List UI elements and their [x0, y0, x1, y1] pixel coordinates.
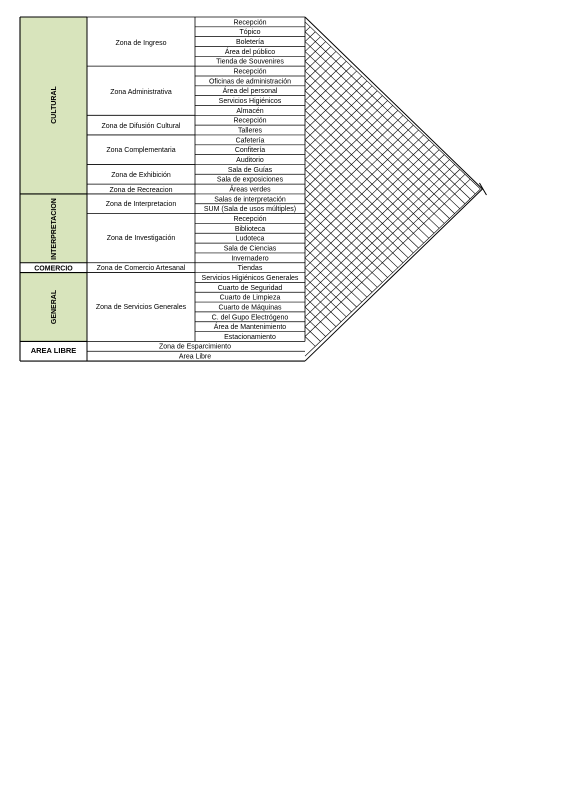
zone-label: Zona de Investigación: [106, 235, 176, 242]
relationship-matrix-diagonal-grid: [305, 17, 486, 361]
zone-label: Zona de Ingreso: [115, 40, 167, 47]
category-interpretacion: [51, 198, 58, 260]
space-label: Cafetería: [235, 137, 265, 145]
space-label: Almacén: [236, 107, 264, 115]
space-label: Salas de interpretación: [214, 196, 286, 204]
space-label: Tópico: [239, 29, 261, 37]
zone-label: Zona de Exhibición: [111, 172, 171, 179]
zone-label: Zona Administrativa: [110, 89, 172, 96]
zone-label: Zona de Comercio Artesanal: [96, 265, 186, 272]
space-label: Recepción: [233, 68, 267, 76]
space-label: Recepción: [233, 19, 267, 27]
category-comercio: [34, 266, 73, 273]
space-label: C. del Gupo Electrógeno: [211, 314, 289, 322]
zone-label: Zona de Interpretacion: [105, 201, 177, 208]
space-label: Confitería: [234, 147, 266, 155]
category-label-interpretacion: INTERPRETACION: [51, 198, 58, 260]
category-label-cultural: CULTURAL: [51, 86, 58, 124]
space-label: Talleres: [237, 127, 263, 135]
space-label: Cuarto de Máquinas: [218, 304, 282, 312]
category-area-libre: [31, 346, 77, 355]
space-label: Recepción: [233, 216, 267, 224]
space-label: Invernadero: [231, 255, 269, 263]
space-label: Área de Mantenimiento: [213, 324, 287, 332]
zone-label: Zona de Servicios Generales: [95, 304, 187, 311]
category-general: [51, 289, 58, 324]
space-label: Cuarto de Limpieza: [219, 294, 281, 302]
space-label: Oficinas de administración: [208, 78, 292, 86]
space-label: Tiendas: [237, 265, 263, 273]
space-label: Área del público: [224, 48, 276, 56]
zone-label: Area Libre: [178, 353, 212, 361]
space-label: Servicios Higiénicos: [218, 98, 282, 106]
category-cultural: [51, 85, 58, 123]
space-label: Tienda de Souvenires: [216, 58, 284, 66]
zone-label: Zona de Recreacion: [109, 187, 173, 194]
zone-label: Zona de Difusión Cultural: [101, 123, 181, 130]
category-label-area-libre: AREA LIBRE: [30, 346, 77, 355]
zone-label: Zona Complementaria: [106, 147, 176, 154]
space-label: Cuarto de Seguridad: [217, 284, 283, 292]
space-label: Sala de exposiciones: [216, 176, 284, 184]
space-label: Ludoteca: [235, 235, 265, 243]
space-label: Recepción: [233, 117, 267, 125]
space-label: Sala de Guías: [227, 166, 273, 174]
category-label-comercio: COMERCIO: [34, 265, 73, 273]
space-label: Boletería: [235, 39, 265, 47]
space-label: SUM (Sala de usos múltiples): [203, 206, 297, 214]
space-label: Estacionamiento: [224, 333, 276, 341]
space-label: Auditorio: [236, 157, 264, 165]
zone-label: Zona de Esparcimiento: [159, 343, 231, 351]
space-label: Áreas verdes: [229, 186, 271, 194]
space-label: Biblioteca: [234, 225, 266, 233]
category-label-general: GENERAL: [51, 289, 58, 325]
space-label: Sala de Ciencias: [223, 245, 277, 253]
space-label: Servicios Higiénicos Generales: [201, 274, 299, 282]
space-label: Área del personal: [222, 88, 278, 96]
